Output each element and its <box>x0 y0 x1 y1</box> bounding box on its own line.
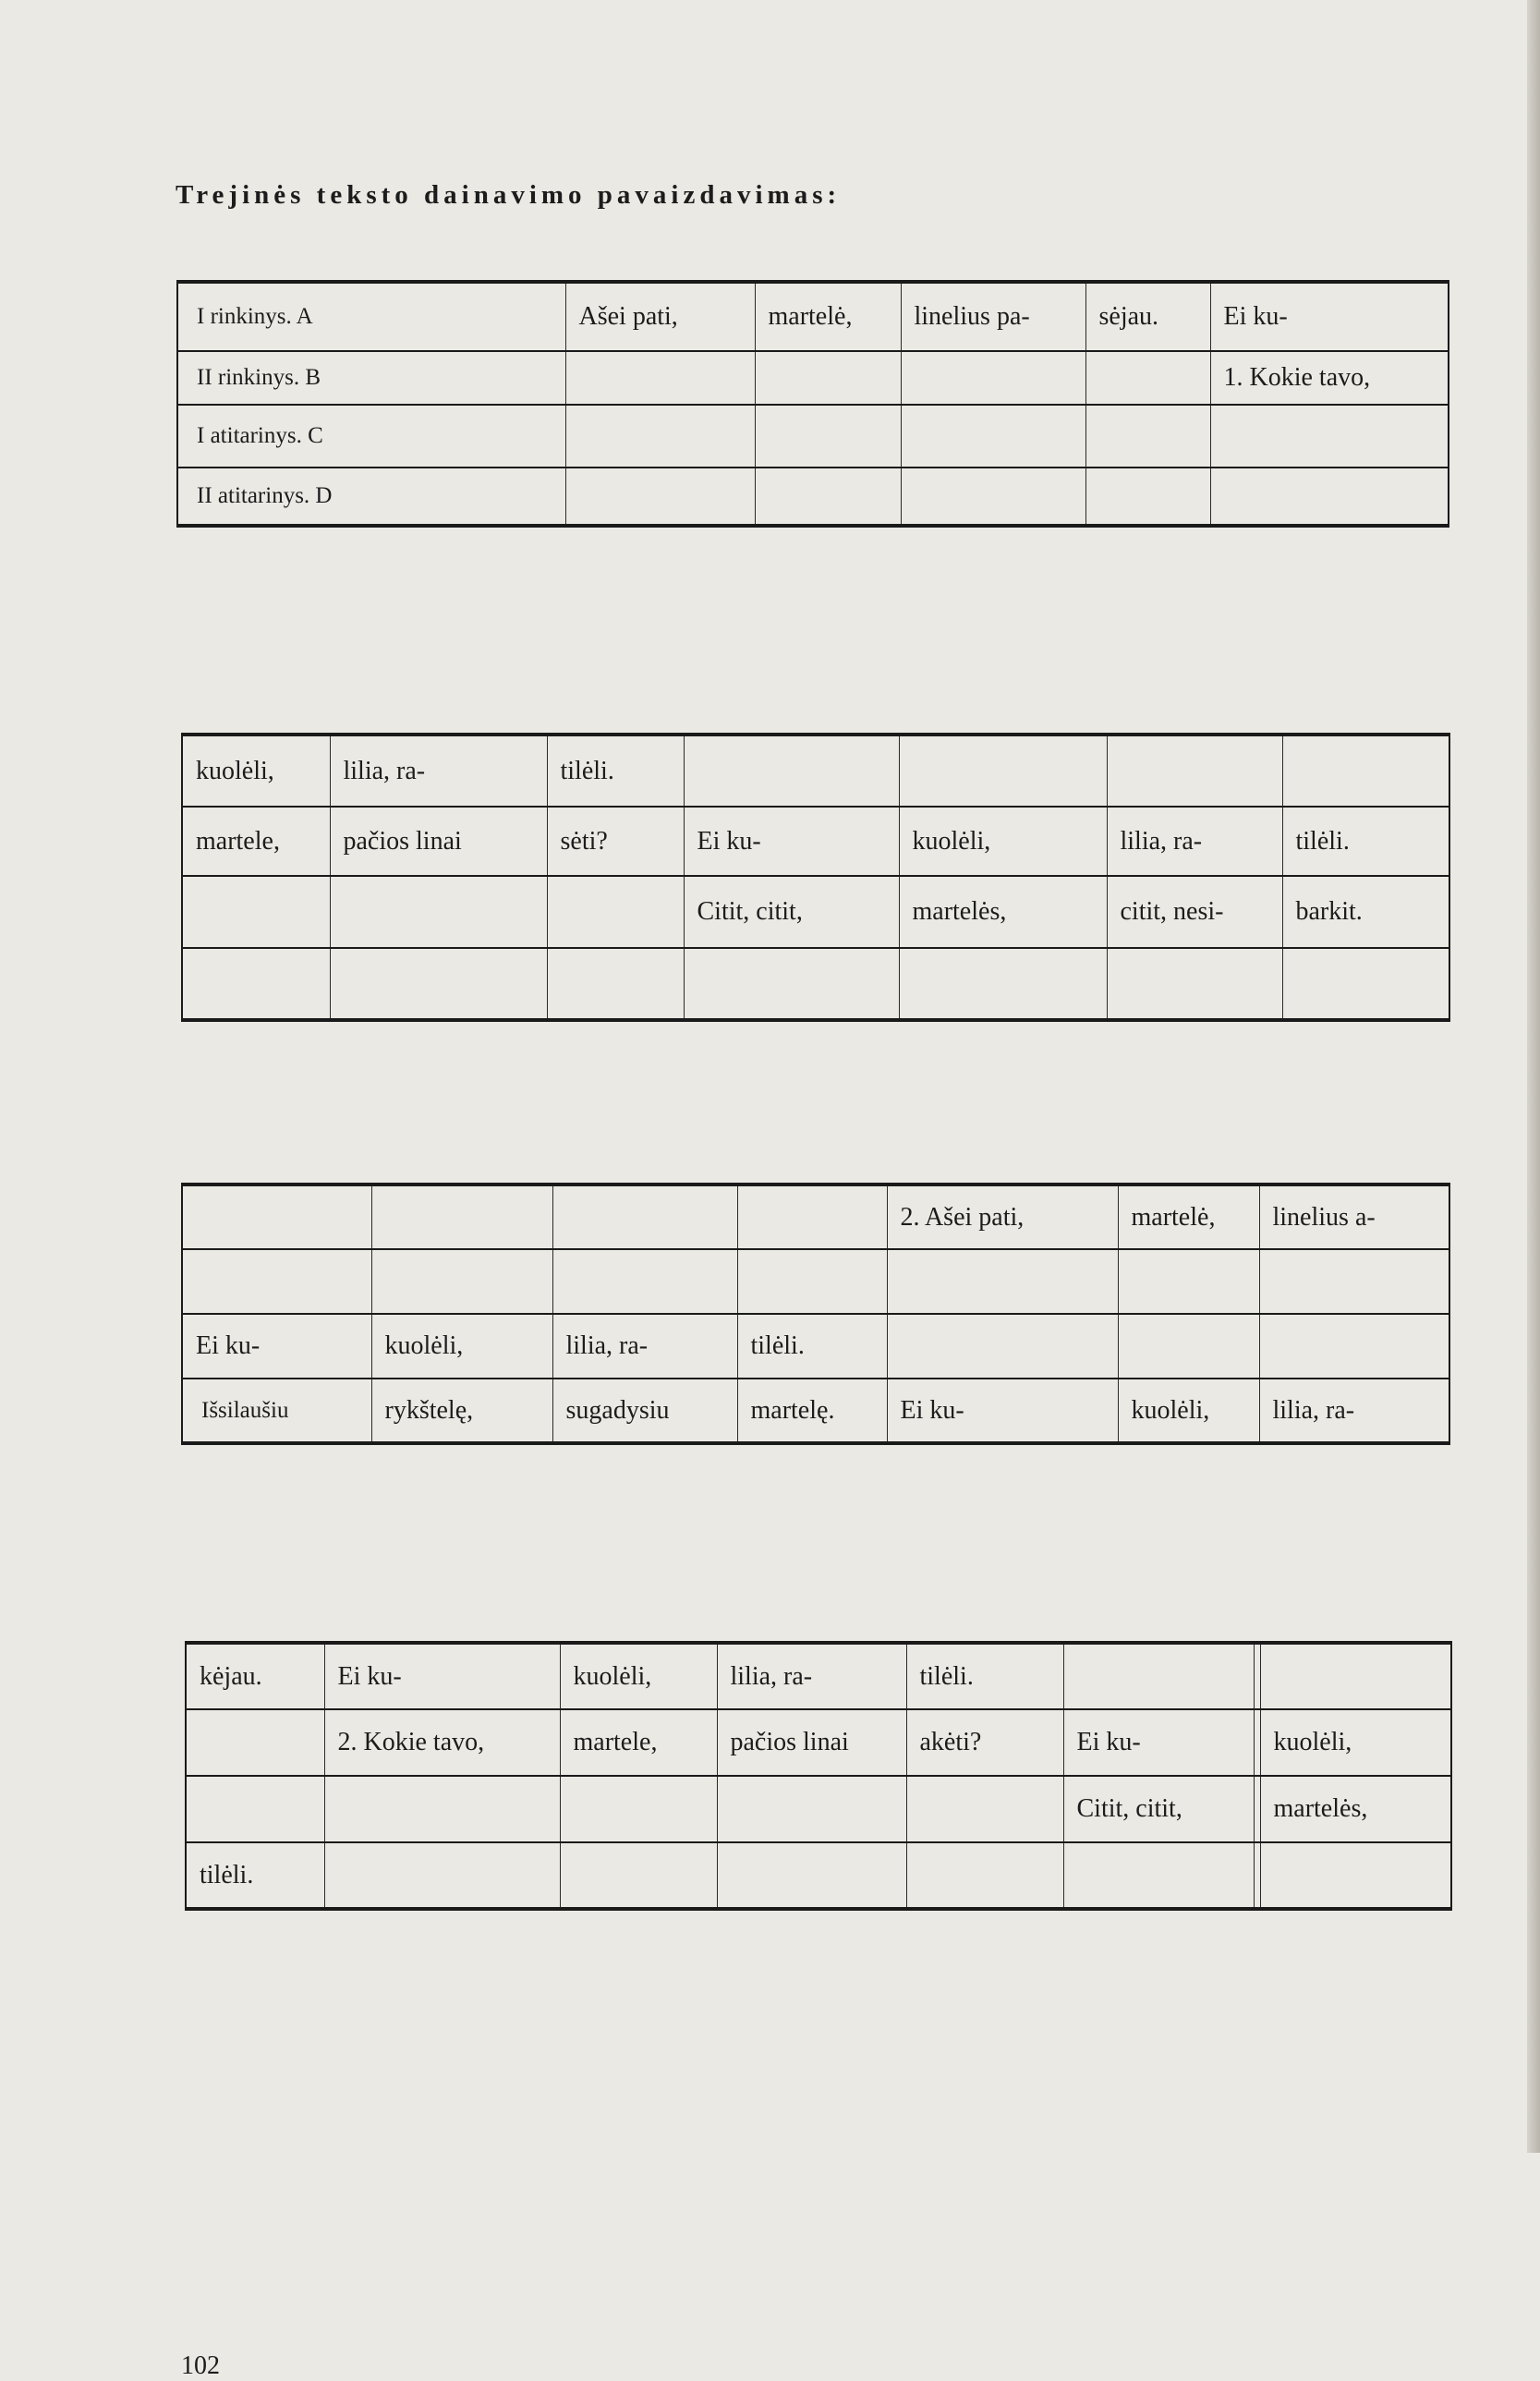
table-cell <box>899 948 1107 1020</box>
table-cell <box>182 1184 371 1249</box>
table-cell: rykštelę, <box>371 1379 552 1443</box>
table-row <box>177 468 1449 526</box>
table-cell <box>717 1842 906 1909</box>
table-cell <box>560 1842 717 1909</box>
table-cell: lilia, ra- <box>1107 807 1282 876</box>
table-cell <box>755 351 901 405</box>
table-cell: kuolėli, <box>1118 1379 1259 1443</box>
song-table-3 <box>181 1183 1450 1445</box>
table-cell <box>324 1776 560 1842</box>
table-cell: linelius pa- <box>901 282 1085 351</box>
table-row <box>186 1776 1451 1842</box>
table-cell <box>901 405 1085 468</box>
table-cell <box>684 735 899 807</box>
table-cell <box>737 1184 887 1249</box>
table-cell <box>1107 948 1282 1020</box>
table-cell <box>1259 1314 1449 1379</box>
table-cell: kuolėli, <box>899 807 1107 876</box>
table-cell <box>1118 1314 1259 1379</box>
table-cell: Ei ku- <box>887 1379 1118 1443</box>
table-cell <box>1260 1842 1451 1909</box>
table-cell <box>755 405 901 468</box>
table-row <box>177 282 1449 351</box>
table-cell <box>552 1184 737 1249</box>
table-cell <box>324 1842 560 1909</box>
table-cell <box>1063 1643 1254 1709</box>
table-cell: Ei ku- <box>684 807 899 876</box>
table-cell <box>899 735 1107 807</box>
table-cell <box>565 351 755 405</box>
table-cell: II rinkinys. B <box>177 351 565 405</box>
table-cell <box>182 876 330 948</box>
table-cell <box>330 948 547 1020</box>
table-cell <box>1063 1842 1254 1909</box>
table-row <box>182 1184 1449 1249</box>
song-table-1 <box>176 280 1449 528</box>
table-cell: akėti? <box>906 1709 1063 1776</box>
table-cell: martelė, <box>755 282 901 351</box>
table-cell <box>1107 735 1282 807</box>
table-cell <box>565 405 755 468</box>
table-cell: linelius a- <box>1259 1184 1449 1249</box>
table-cell: lilia, ra- <box>1259 1379 1449 1443</box>
table-row <box>182 1249 1449 1314</box>
table-cell <box>560 1776 717 1842</box>
table-cell: 1. Kokie tavo, <box>1210 351 1449 405</box>
table-cell: Ei ku- <box>1210 282 1449 351</box>
table-cell <box>1210 405 1449 468</box>
table-row <box>186 1709 1451 1776</box>
table-cell: sugadysiu <box>552 1379 737 1443</box>
table-row <box>177 351 1449 405</box>
table-cell <box>1085 351 1210 405</box>
table-cell: barkit. <box>1282 876 1449 948</box>
table-row <box>182 807 1449 876</box>
table-cell <box>547 876 684 948</box>
table-cell <box>1210 468 1449 526</box>
table-cell: tilėli. <box>906 1643 1063 1709</box>
table-cell <box>330 876 547 948</box>
table-cell: martelę. <box>737 1379 887 1443</box>
page-edge-shadow <box>1527 0 1540 2153</box>
table-cell: martelės, <box>1260 1776 1451 1842</box>
table-row <box>182 1379 1449 1443</box>
table-row <box>182 735 1449 807</box>
table-cell: II atitarinys. D <box>177 468 565 526</box>
table-cell <box>371 1249 552 1314</box>
table-cell: lilia, ra- <box>552 1314 737 1379</box>
table-cell: kuolėli, <box>1260 1709 1451 1776</box>
table-cell: kuolėli, <box>182 735 330 807</box>
table-cell <box>906 1842 1063 1909</box>
table-cell <box>182 948 330 1020</box>
table-cell: 2. Ašei pati, <box>887 1184 1118 1249</box>
table-cell <box>1254 1842 1260 1909</box>
table-row <box>182 876 1449 948</box>
table-cell <box>186 1709 324 1776</box>
table-cell <box>1260 1643 1451 1709</box>
table-cell: Ei ku- <box>1063 1709 1254 1776</box>
table-cell <box>717 1776 906 1842</box>
table-cell <box>1259 1249 1449 1314</box>
table-cell <box>887 1249 1118 1314</box>
table-cell: tilėli. <box>186 1842 324 1909</box>
table-cell <box>684 948 899 1020</box>
table-cell: Ašei pati, <box>565 282 755 351</box>
table-row <box>182 948 1449 1020</box>
table-cell: citit, nesi- <box>1107 876 1282 948</box>
table-cell <box>371 1184 552 1249</box>
table-cell: pačios linai <box>330 807 547 876</box>
table-cell <box>1282 735 1449 807</box>
table-cell: pačios linai <box>717 1709 906 1776</box>
table-cell: Citit, citit, <box>1063 1776 1254 1842</box>
table-cell <box>901 468 1085 526</box>
table-cell: lilia, ra- <box>330 735 547 807</box>
table-cell: I rinkinys. A <box>177 282 565 351</box>
table-cell <box>1085 468 1210 526</box>
table-cell: lilia, ra- <box>717 1643 906 1709</box>
table-cell <box>901 351 1085 405</box>
table-cell: Ei ku- <box>182 1314 371 1379</box>
table-cell <box>552 1249 737 1314</box>
table-cell <box>182 1249 371 1314</box>
table-cell: kuolėli, <box>371 1314 552 1379</box>
table-cell: Ei ku- <box>324 1643 560 1709</box>
table-cell: Išsilaušiu <box>182 1379 371 1443</box>
table-cell: I atitarinys. C <box>177 405 565 468</box>
table-row <box>177 405 1449 468</box>
table-cell <box>1118 1249 1259 1314</box>
page-number: 102 <box>181 2351 220 2380</box>
table-cell <box>887 1314 1118 1379</box>
table-row <box>182 1314 1449 1379</box>
table-cell: tilėli. <box>1282 807 1449 876</box>
table-cell <box>1254 1776 1260 1842</box>
song-table-4 <box>185 1641 1452 1911</box>
table-cell <box>755 468 901 526</box>
table-cell: kėjau. <box>186 1643 324 1709</box>
table-cell: martelės, <box>899 876 1107 948</box>
table-cell <box>1085 405 1210 468</box>
table-cell <box>186 1776 324 1842</box>
table-cell: tilėli. <box>547 735 684 807</box>
table-cell <box>737 1249 887 1314</box>
table-row <box>186 1842 1451 1909</box>
table-cell: martelė, <box>1118 1184 1259 1249</box>
section-heading: Trejinės teksto dainavimo pavaizdavimas: <box>176 180 842 210</box>
table-cell <box>1254 1709 1260 1776</box>
table-cell: Citit, citit, <box>684 876 899 948</box>
table-cell <box>1254 1643 1260 1709</box>
table-cell <box>565 468 755 526</box>
table-cell <box>547 948 684 1020</box>
table-cell: sėjau. <box>1085 282 1210 351</box>
table-cell: 2. Kokie tavo, <box>324 1709 560 1776</box>
table-cell: tilėli. <box>737 1314 887 1379</box>
table-cell: kuolėli, <box>560 1643 717 1709</box>
table-cell <box>1282 948 1449 1020</box>
song-table-2 <box>181 733 1450 1022</box>
table-row <box>186 1643 1451 1709</box>
table-cell: sėti? <box>547 807 684 876</box>
table-cell: martele, <box>182 807 330 876</box>
table-cell: martele, <box>560 1709 717 1776</box>
table-cell <box>906 1776 1063 1842</box>
